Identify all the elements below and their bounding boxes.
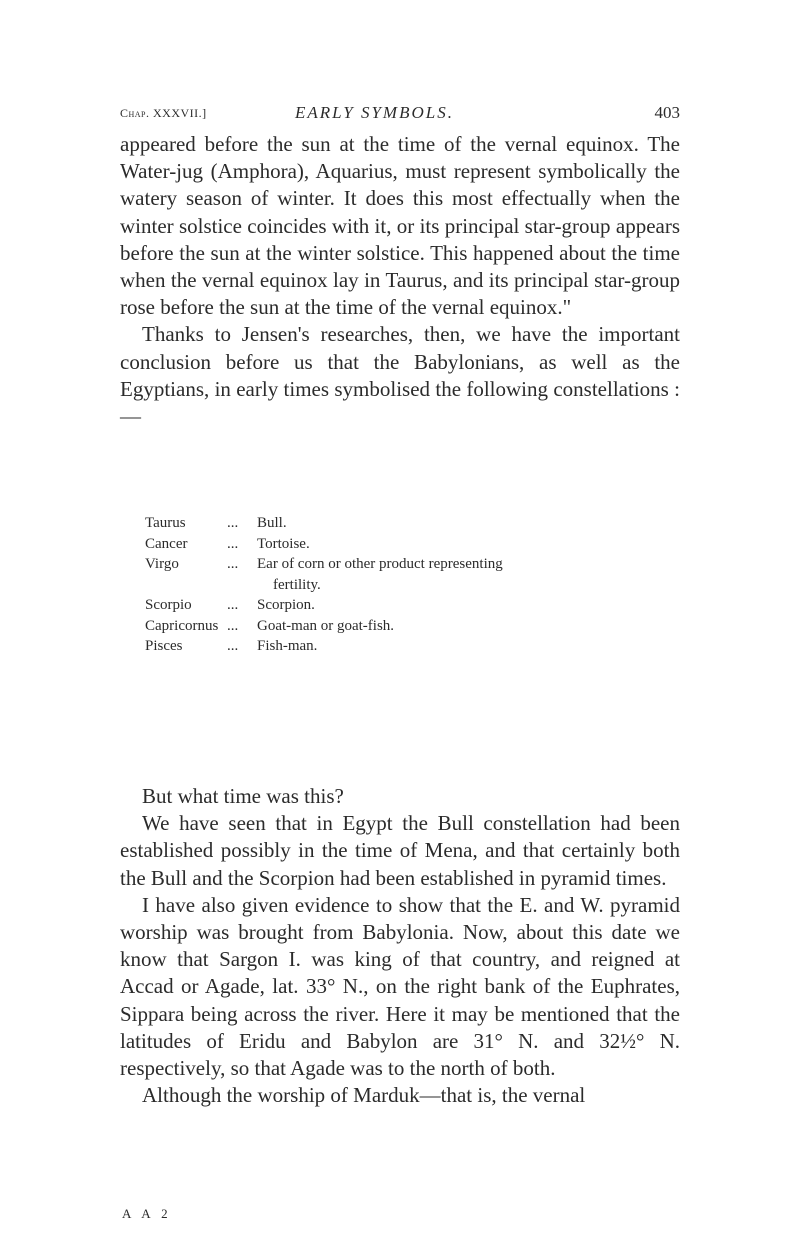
table-row <box>145 554 675 595</box>
constellation-symbol <box>257 513 675 534</box>
symbol-continuation: fertility. <box>273 576 321 593</box>
symbol-text: Fish-man. <box>257 638 318 654</box>
constellation-symbol <box>257 595 675 616</box>
separator: ... <box>227 515 239 531</box>
table-row <box>145 534 675 555</box>
symbol-text: Goat-man or goat-fish. <box>257 617 395 634</box>
constellation-name: Taurus <box>145 515 186 531</box>
symbol-text: Ear of corn or other product representing <box>257 556 503 572</box>
constellation-name: Pisces <box>145 638 183 654</box>
table-row <box>145 595 675 616</box>
paragraph: Although the worship of Marduk—that is, the vernal <box>142 1083 586 1108</box>
constellation-name: Capricornus <box>145 617 219 634</box>
constellation-symbol <box>257 554 675 595</box>
constellation-symbol <box>257 636 675 657</box>
separator: ... <box>227 617 239 634</box>
constellation-symbol <box>257 616 675 637</box>
constellation-name: Virgo <box>145 556 179 572</box>
table-row <box>145 636 675 657</box>
separator: ... <box>227 556 239 572</box>
page-number: 403 <box>654 103 680 122</box>
constellation-name: Scorpio <box>145 597 192 613</box>
running-title: EARLY SYMBOLS. <box>295 103 454 122</box>
symbol-text: Tortoise. <box>257 535 310 552</box>
paragraph: appeared before the sun at the time of the vernal equinox. The Water-jug (Amphora), Aquarius, must represent symbolically the watery season of winter. It does this most effectually when the winter solstice coincides with it, or its principal star-group appears before the sun at the winter solstice. This happened about the time when the vernal equinox lay in Taurus, and its principal star-group rose before the sun at the time of the vernal equinox." <box>120 132 680 320</box>
separator: ... <box>227 638 239 654</box>
paragraph: I have also given evidence to show that the E. and W. pyramid worship was brought from Babylonia. Now, about this date we know that Sargon I. was king of that country, and reigned at Accad or Agade, lat. 33° N., on the right bank of the Euphrates, Sippara being across the river. Here it may be mentioned that the latitudes of Eridu and Babylon are 31° N. and 32½° N. respectively, so that Agade was to the north of both. <box>120 892 680 1081</box>
paragraph: We have seen that in Egypt the Bull constellation had been established possibly in the time of Mena, and that certainly both the Bull and the Scorpion had been established in pyramid times. <box>120 811 680 890</box>
constellation-table <box>145 513 675 657</box>
separator: ... <box>227 597 239 613</box>
symbol-text: Scorpion. <box>257 597 315 613</box>
constellation-name: Cancer <box>145 535 188 552</box>
paragraph: Thanks to Jensen's researches, then, we have the important conclusion before us that the Babylonians, as well as the Egyptians, in early times symbolised the following constellations :— <box>120 322 680 429</box>
symbol-text: Bull. <box>257 515 287 531</box>
signature-mark: A A 2 <box>122 1206 172 1221</box>
table-row <box>145 513 675 534</box>
paragraph: But what time was this? <box>142 784 344 808</box>
chapter-label: Chap. XXXVII.] <box>120 106 207 120</box>
separator: ... <box>227 535 239 552</box>
body-text-top <box>120 131 680 430</box>
body-text-bottom <box>120 783 680 1109</box>
constellation-symbol <box>257 534 675 555</box>
table-row <box>145 616 675 637</box>
running-head <box>120 103 680 127</box>
